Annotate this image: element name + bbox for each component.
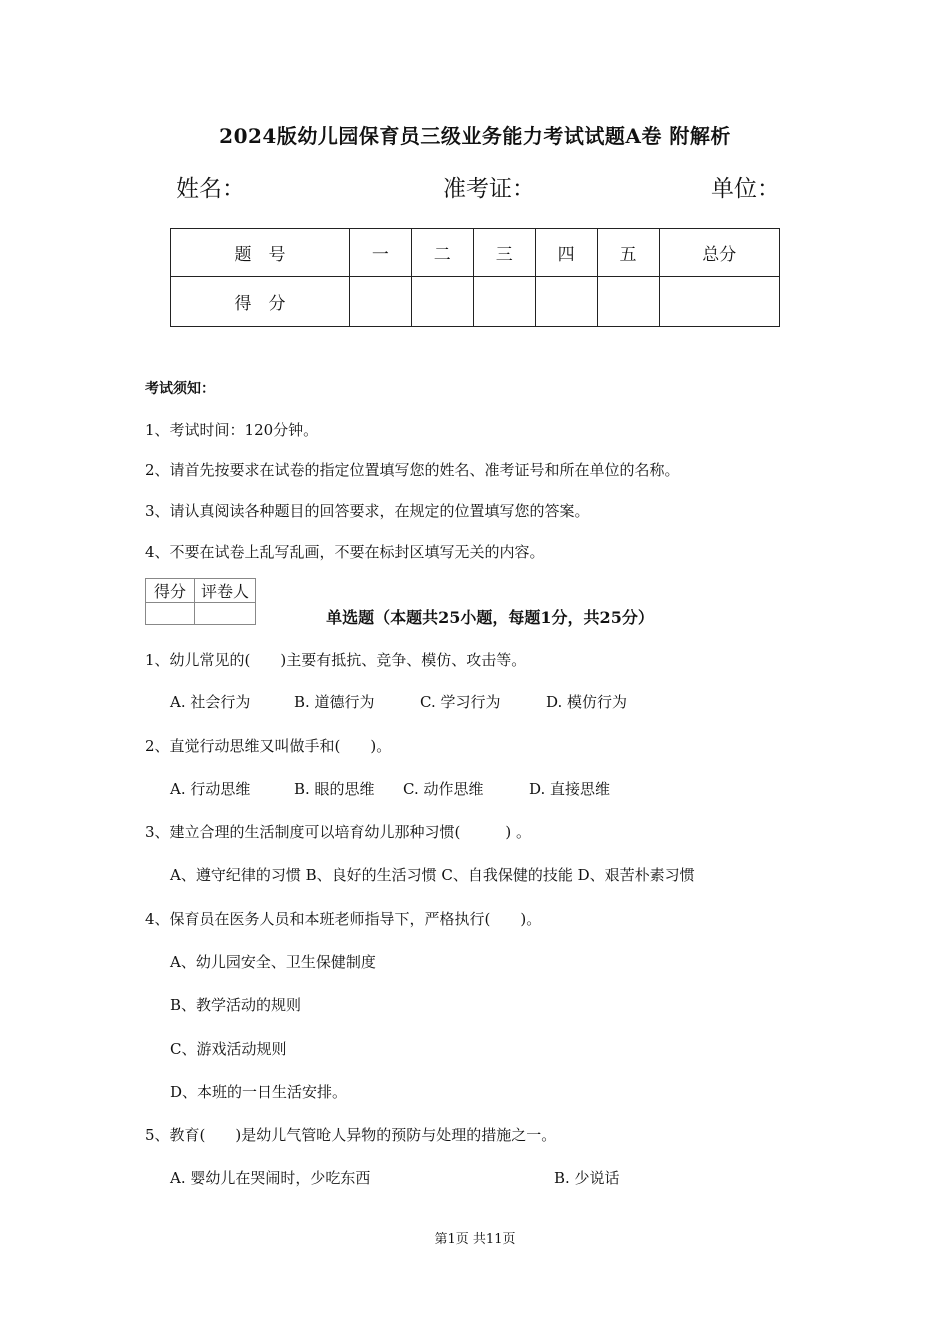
score-header-cell: 一: [349, 229, 411, 277]
score-header-cell: 五: [597, 229, 659, 277]
question-stem: 1、幼儿常见的( )主要有抵抗、竞争、模仿、攻击等。: [145, 651, 527, 669]
question-option: B、教学活动的规则: [170, 996, 302, 1014]
unit-field-label: 单位：: [711, 176, 780, 202]
notice-item: 1、考试时间：120分钟。: [145, 421, 319, 439]
question-option: B. 眼的思维: [294, 780, 375, 798]
question-option: D. 模仿行为: [546, 693, 628, 711]
grader-reviewer-label: 评卷人: [195, 579, 256, 603]
score-cell: [597, 277, 659, 327]
question-option: A、遵守纪律的习惯 B、良好的生活习惯 C、自我保健的技能 D、艰苦朴素习惯: [170, 866, 695, 884]
question-option: C. 学习行为: [420, 693, 501, 711]
question-stem: 3、建立合理的生活制度可以培育幼儿那种习惯( ) 。: [145, 823, 532, 841]
score-header-cell: 题 号: [171, 229, 350, 277]
score-table-header-row: [171, 229, 780, 277]
score-row-label: 得 分: [171, 277, 350, 327]
score-header-cell: 四: [535, 229, 597, 277]
question-stem: 4、保育员在医务人员和本班老师指导下，严格执行( )。: [145, 910, 542, 928]
notice-item: 2、请首先按要求在试卷的指定位置填写您的姓名、准考证号和所在单位的名称。: [145, 461, 680, 479]
score-table: [170, 228, 780, 327]
question-option: B. 道德行为: [294, 693, 375, 711]
score-header-cell: 三: [473, 229, 535, 277]
question-option: A. 婴幼儿在哭闹时，少吃东西: [170, 1169, 371, 1187]
notice-title: 考试须知：: [145, 381, 215, 397]
page-footer: 第1页 共11页: [434, 1232, 516, 1247]
score-cell: [535, 277, 597, 327]
question-option: C. 动作思维: [403, 780, 484, 798]
notice-item: 4、不要在试卷上乱写乱画，不要在标封区填写无关的内容。: [145, 543, 545, 561]
notice-item: 3、请认真阅读各种题目的回答要求，在规定的位置填写您的答案。: [145, 502, 590, 520]
question-option: A. 行动思维: [170, 780, 251, 798]
question-option: C、游戏活动规则: [170, 1040, 287, 1058]
question-option: D、本班的一日生活安排。: [170, 1083, 348, 1101]
question-option: A、幼儿园安全、卫生保健制度: [170, 953, 376, 971]
score-cell: [659, 277, 779, 327]
question-stem: 2、直觉行动思维又叫做手和( )。: [145, 737, 392, 755]
score-header-cell: 二: [411, 229, 473, 277]
question-stem: 5、教育( )是幼儿气管呛人异物的预防与处理的措施之一。: [145, 1126, 557, 1144]
name-field-label: 姓名：: [176, 176, 245, 202]
page-title: 2024版幼儿园保育员三级业务能力考试试题A卷 附解析: [219, 124, 731, 148]
score-table-score-row: [171, 277, 780, 327]
score-cell: [349, 277, 411, 327]
question-option: B. 少说话: [554, 1169, 620, 1187]
question-option: A. 社会行为: [170, 693, 251, 711]
question-option: D. 直接思维: [529, 780, 611, 798]
exam-id-field-label: 准考证：: [443, 176, 535, 202]
score-cell: [473, 277, 535, 327]
score-header-cell: 总分: [659, 229, 779, 277]
section-title: 单选题（本题共25小题，每题1分，共25分）: [326, 608, 654, 627]
score-cell: [411, 277, 473, 327]
grader-score-label: 得分: [146, 579, 195, 603]
